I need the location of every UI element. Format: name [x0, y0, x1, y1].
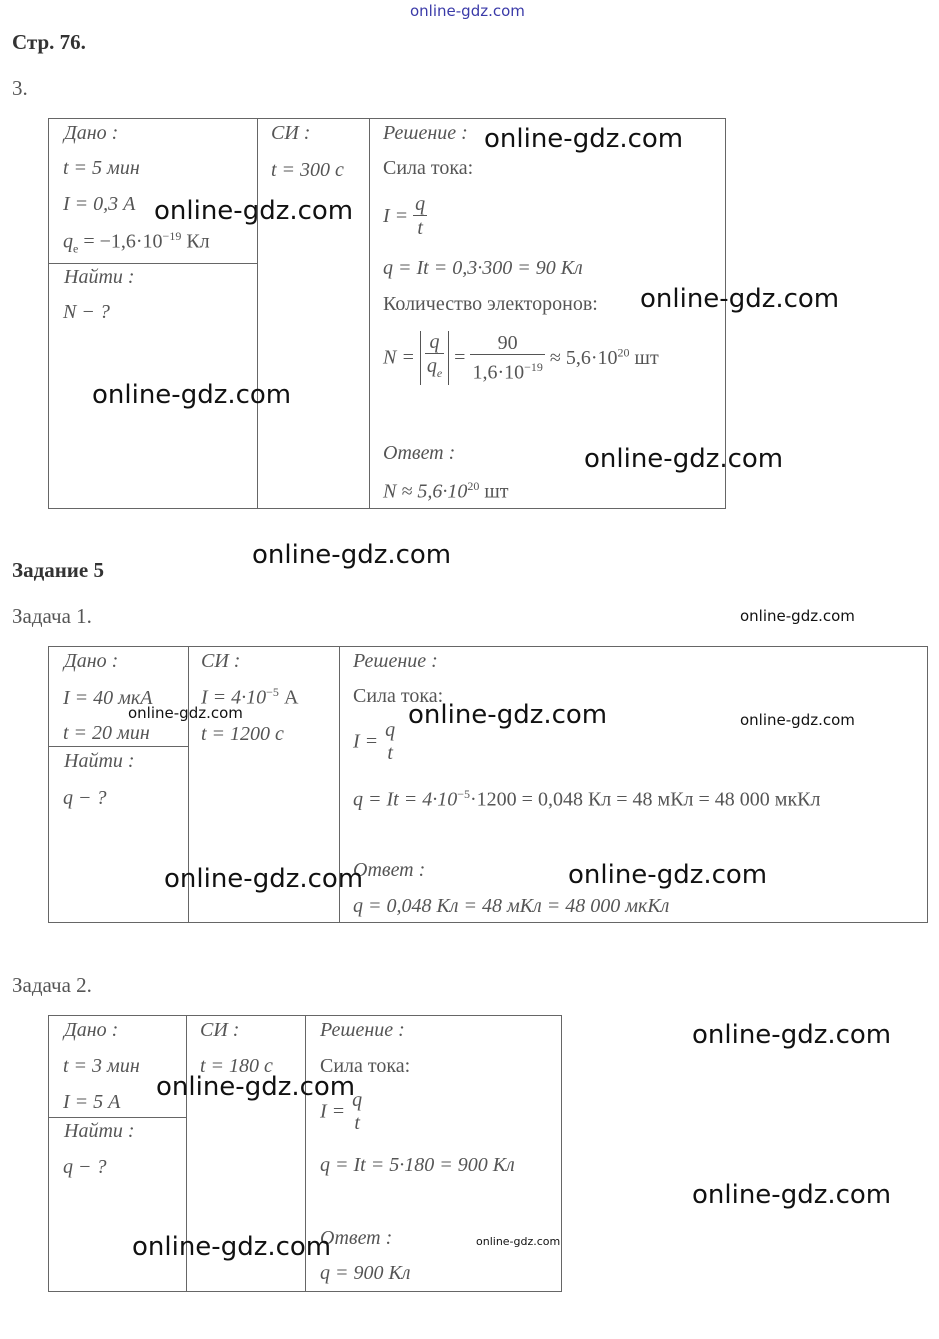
z1-solution-formula-I: I = q t	[353, 719, 396, 764]
z1-si-heading: СИ :	[201, 650, 241, 672]
solution-heading: Решение :	[383, 122, 468, 144]
z2-given-current: I = 5 А	[63, 1091, 121, 1113]
watermark: online-gdz.com	[476, 1235, 561, 1248]
answer-heading: Ответ :	[383, 442, 456, 464]
watermark: online-gdz.com	[484, 124, 684, 154]
z2-solution-heading: Решение :	[320, 1019, 405, 1041]
given-electron-charge: $q_e = -1,6\cdot 10^{-19}$ Кл	[63, 229, 210, 256]
watermark: online-gdz.com	[740, 711, 855, 729]
z1-solution-heading: Решение :	[353, 650, 438, 672]
problem3-number: 3.	[12, 76, 28, 100]
si-value: t = 300 с	[271, 159, 344, 181]
z1-solution-line2: $q = It = 4\cdot 10^{-5}\cdot 1200 = 0,048$ Кл = 48 мКл = 48 000 мкКл	[353, 787, 821, 811]
watermark: online-gdz.com	[692, 1180, 892, 1210]
si-heading: СИ :	[271, 122, 311, 144]
task5-header: Задание 5	[12, 558, 104, 582]
watermark: online-gdz.com	[92, 380, 292, 410]
z2-given-heading: Дано :	[64, 1019, 119, 1041]
z1-title: Задача 1.	[12, 604, 92, 628]
z1-find-heading: Найти :	[64, 750, 135, 772]
page-header: Стр. 76.	[12, 30, 86, 54]
z1-given-time: t = 20 мин	[63, 722, 150, 744]
solution-line1: Сила тока:	[383, 157, 474, 179]
z1-find-value: q − ?	[63, 787, 107, 809]
z2-title: Задача 2.	[12, 973, 92, 997]
z1-answer-value: q = 0,048 Кл = 48 мКл = 48 000 мкКл	[353, 895, 670, 917]
z1-given-current: I = 40 мкА	[63, 687, 153, 709]
watermark: online-gdz.com	[132, 1232, 332, 1262]
solution-line3: Количество электоронов:	[383, 293, 598, 315]
solution-formula-N: N = $\frac{q}{q_e}$ = $\frac{90}{1,6\cdot 10^{-19}}$ ≈ $5,6\cdot 10^{20}$ шт	[383, 331, 659, 384]
watermark: online-gdz.com	[164, 864, 364, 894]
z2-given-time: t = 3 мин	[63, 1055, 140, 1077]
z2-find-value: q − ?	[63, 1156, 107, 1178]
watermark: online-gdz.com	[640, 284, 840, 314]
z2-solution-line2: q = It = 5·180 = 900 Кл	[320, 1154, 515, 1176]
z1-given-heading: Дано :	[64, 650, 119, 672]
z2-answer-value: q = 900 Кл	[320, 1262, 411, 1284]
z2-si-value: t = 180 с	[200, 1055, 273, 1077]
find-value: N − ?	[63, 301, 110, 323]
given-time: t = 5 мин	[63, 157, 140, 179]
watermark: online-gdz.com	[408, 700, 608, 730]
z2-solution-line1: Сила тока:	[320, 1055, 411, 1077]
solution-formula-I: I = $\frac{q}{t}$	[383, 193, 426, 239]
answer-value: $N \approx 5,6\cdot 10^{20}$ шт	[383, 479, 509, 503]
z1-answer-heading: Ответ :	[353, 859, 426, 881]
watermark: online-gdz.com	[128, 704, 243, 722]
watermark: online-gdz.com	[568, 860, 768, 890]
z1-solution-line1: Сила тока:	[353, 685, 444, 707]
watermark: online-gdz.com	[252, 540, 452, 570]
watermark: online-gdz.com	[740, 607, 855, 625]
watermark: online-gdz.com	[692, 1020, 892, 1050]
z2-solution-formula-I: I = q t	[320, 1089, 363, 1134]
z1-si-current: $I = 4\cdot 10^{-5}$ А	[201, 685, 299, 709]
z2-find-heading: Найти :	[64, 1120, 135, 1142]
z2-si-heading: СИ :	[200, 1019, 240, 1041]
watermark: online-gdz.com	[154, 196, 354, 226]
find-heading: Найти :	[64, 266, 135, 288]
watermark: online-gdz.com	[584, 444, 784, 474]
z1-si-time: t = 1200 с	[201, 723, 284, 745]
solution-line2: q = It = 0,3·300 = 90 Кл	[383, 257, 583, 279]
given-heading: Дано :	[64, 122, 119, 144]
given-current: I = 0,3 А	[63, 193, 136, 215]
watermark-top: online-gdz.com	[410, 2, 525, 20]
z2-answer-heading: Ответ :	[320, 1227, 393, 1249]
watermark: online-gdz.com	[156, 1072, 356, 1102]
